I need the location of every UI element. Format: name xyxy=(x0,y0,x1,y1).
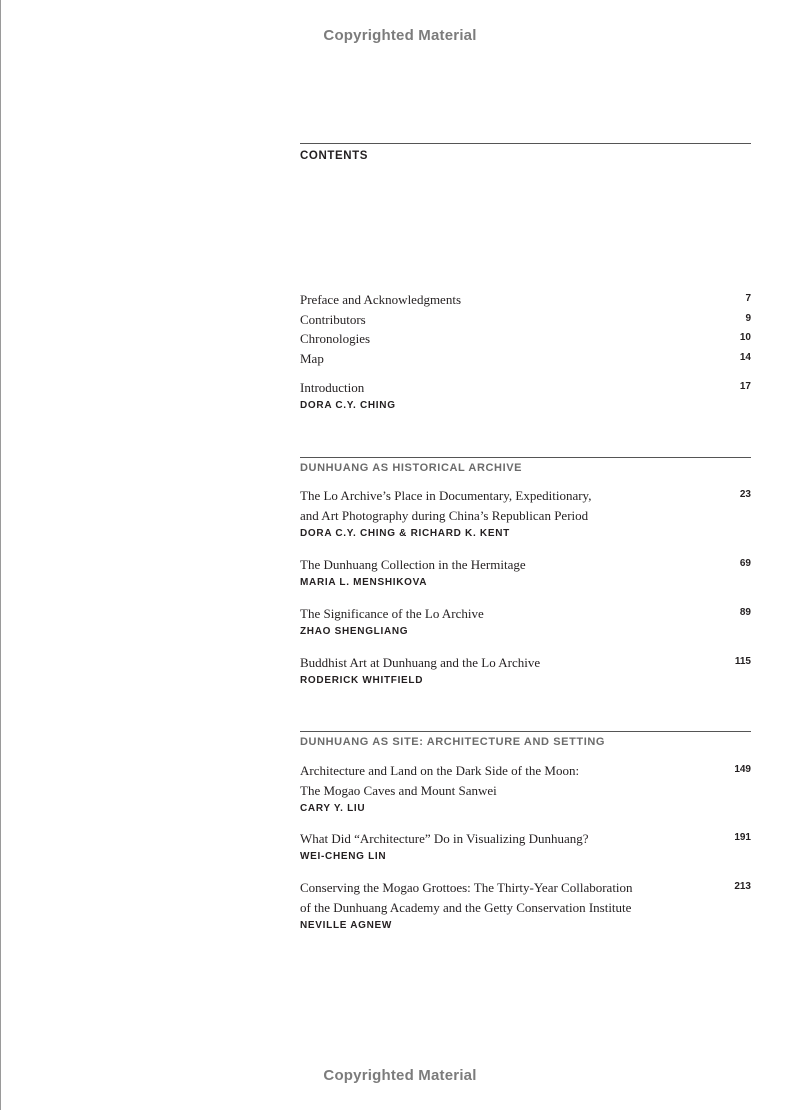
entry-title: Contributors xyxy=(300,312,366,327)
entry-author: CARY Y. LIU xyxy=(300,803,366,814)
toc-entry[interactable] xyxy=(300,653,751,689)
toc-entry-map[interactable] xyxy=(300,349,751,369)
entry-page: 213 xyxy=(734,881,751,892)
entry-page: 89 xyxy=(739,607,751,618)
section-heading-site-architecture: DUNHUANG AS SITE: ARCHITECTURE AND SETTING xyxy=(300,736,606,748)
entry-title-line1: The Lo Archive’s Place in Documentary, Expeditionary, xyxy=(300,488,592,503)
entry-title-line1: The Dunhuang Collection in the Hermitage xyxy=(300,557,526,572)
entry-page: 115 xyxy=(734,656,751,667)
entry-title: Preface and Acknowledgments xyxy=(300,292,462,307)
entry-page: 69 xyxy=(739,558,751,569)
toc-entry[interactable] xyxy=(300,604,751,640)
entry-title-line2: and Art Photography during China’s Republican Period xyxy=(300,508,589,523)
toc-entry[interactable] xyxy=(300,555,751,591)
entry-title-line1: The Significance of the Lo Archive xyxy=(300,606,484,621)
entry-author: NEVILLE AGNEW xyxy=(300,920,393,931)
entry-page: 14 xyxy=(739,352,751,363)
entry-title-line1: What Did “Architecture” Do in Visualizing Dunhuang? xyxy=(300,831,589,846)
toc-entry-preface[interactable] xyxy=(300,290,751,310)
contents-heading: CONTENTS xyxy=(300,150,369,162)
entry-author: DORA C.Y. CHING xyxy=(300,400,396,411)
toc-entry-chronologies[interactable] xyxy=(300,329,751,349)
entry-page: 17 xyxy=(739,381,751,392)
entry-page: 191 xyxy=(734,832,751,843)
entry-title: Chronologies xyxy=(300,331,371,346)
entry-author: DORA C.Y. CHING & RICHARD K. KENT xyxy=(300,528,510,539)
toc-entry[interactable] xyxy=(300,878,751,934)
toc-entry[interactable] xyxy=(300,761,751,817)
entry-page: 23 xyxy=(739,489,751,500)
entry-page: 149 xyxy=(734,764,751,775)
entry-page: 10 xyxy=(739,332,751,343)
entry-author: WEI-CHENG LIN xyxy=(300,851,387,862)
entry-page: 9 xyxy=(745,313,751,324)
entry-author: ZHAO SHENGLIANG xyxy=(300,626,409,637)
watermark-top: Copyrighted Material xyxy=(323,27,477,44)
entry-page: 7 xyxy=(745,293,751,304)
toc-entry[interactable] xyxy=(300,829,751,865)
entry-title: Introduction xyxy=(300,380,365,395)
section-rule xyxy=(300,457,751,458)
section-heading-historical-archive: DUNHUANG AS HISTORICAL ARCHIVE xyxy=(300,462,523,474)
entry-title-line1: Architecture and Land on the Dark Side of the Moon: xyxy=(300,763,580,778)
page-edge-line xyxy=(0,0,1,1110)
entry-title-line1: Conserving the Mogao Grottoes: The Thirty-Year Collaboration xyxy=(300,880,633,895)
toc-entry-contributors[interactable] xyxy=(300,310,751,330)
entry-title-line2: The Mogao Caves and Mount Sanwei xyxy=(300,783,497,798)
toc-entry-introduction[interactable] xyxy=(300,378,751,414)
entry-title-line1: Buddhist Art at Dunhuang and the Lo Archive xyxy=(300,655,541,670)
contents-rule xyxy=(300,143,751,144)
entry-title: Map xyxy=(300,351,324,366)
watermark-bottom: Copyrighted Material xyxy=(323,1067,477,1084)
entry-title-line2: of the Dunhuang Academy and the Getty Conservation Institute xyxy=(300,900,632,915)
entry-author: RODERICK WHITFIELD xyxy=(300,675,424,686)
section-rule xyxy=(300,731,751,732)
entry-author: MARIA L. MENSHIKOVA xyxy=(300,577,428,588)
toc-entry[interactable] xyxy=(300,486,751,542)
